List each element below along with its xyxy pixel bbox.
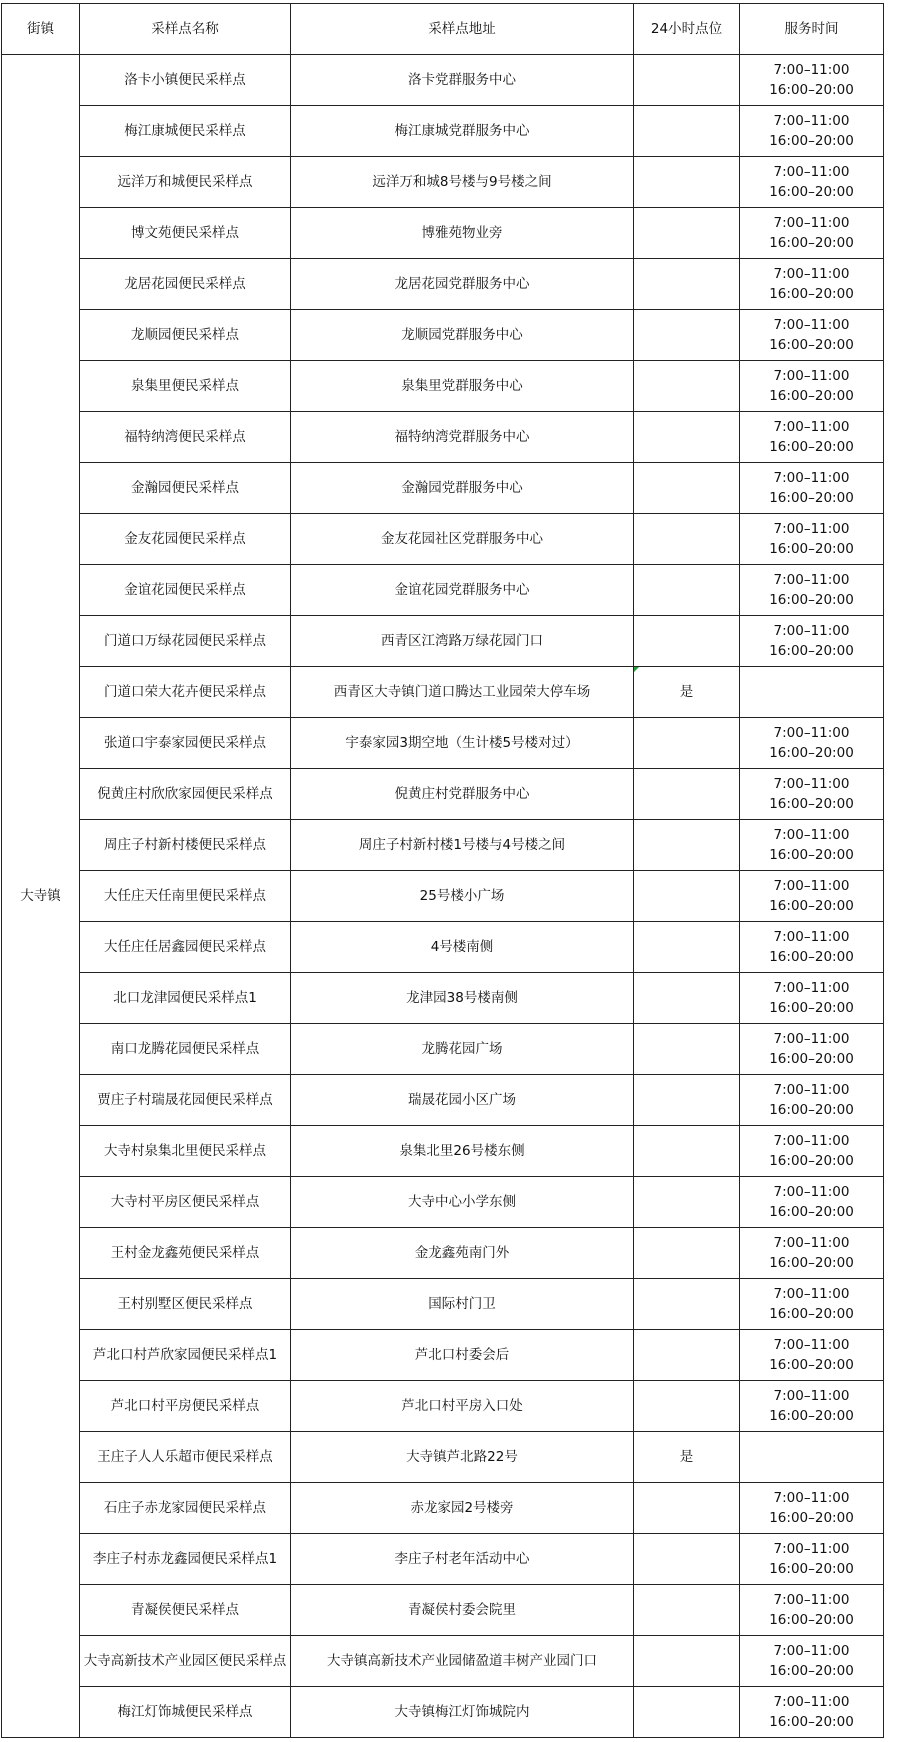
service-hours-cell <box>740 1330 884 1381</box>
site-name-cell: 远洋万和城便民采样点 <box>80 157 291 208</box>
morning-hours: 7:00–11:00 <box>773 317 850 333</box>
morning-hours: 7:00–11:00 <box>773 521 850 537</box>
h24-cell <box>634 1075 740 1126</box>
site-address-cell: 龙津园38号楼南侧 <box>291 973 634 1024</box>
site-name-cell: 梅江康城便民采样点 <box>80 106 291 157</box>
table-row <box>2 973 884 1024</box>
service-hours-cell <box>740 1024 884 1075</box>
site-address-cell: 大寺镇芦北路22号 <box>291 1432 634 1483</box>
afternoon-hours: 16:00–20:00 <box>769 1255 854 1271</box>
morning-hours: 7:00–11:00 <box>773 113 850 129</box>
afternoon-hours: 16:00–20:00 <box>769 133 854 149</box>
service-hours-cell <box>740 55 884 106</box>
h24-cell <box>634 361 740 412</box>
morning-hours: 7:00–11:00 <box>773 1082 850 1098</box>
site-address-cell: 25号楼小广场 <box>291 871 634 922</box>
table-row <box>2 871 884 922</box>
table-row <box>2 718 884 769</box>
h24-cell <box>634 718 740 769</box>
site-name-cell: 大寺村平房区便民采样点 <box>80 1177 291 1228</box>
site-name-cell: 北口龙津园便民采样点1 <box>80 973 291 1024</box>
service-hours-cell <box>740 310 884 361</box>
table-row <box>2 157 884 208</box>
site-name-cell: 门道口荣大花卉便民采样点 <box>80 667 291 718</box>
morning-hours: 7:00–11:00 <box>773 1133 850 1149</box>
table-row <box>2 514 884 565</box>
morning-hours: 7:00–11:00 <box>773 215 850 231</box>
site-address-cell: 龙腾花园广场 <box>291 1024 634 1075</box>
h24-value: 是 <box>679 684 694 700</box>
afternoon-hours: 16:00–20:00 <box>769 745 854 761</box>
site-address-cell: 4号楼南侧 <box>291 922 634 973</box>
h24-cell <box>634 565 740 616</box>
afternoon-hours: 16:00–20:00 <box>769 1561 854 1577</box>
site-address-cell: 赤龙家园2号楼旁 <box>291 1483 634 1534</box>
morning-hours: 7:00–11:00 <box>773 1541 850 1557</box>
site-name-cell: 南口龙腾花园便民采样点 <box>80 1024 291 1075</box>
h24-cell <box>634 1534 740 1585</box>
service-hours-cell <box>740 412 884 463</box>
morning-hours: 7:00–11:00 <box>773 1235 850 1251</box>
site-address-cell: 梅江康城党群服务中心 <box>291 106 634 157</box>
service-hours-cell <box>740 1483 884 1534</box>
table-row <box>2 1330 884 1381</box>
afternoon-hours: 16:00–20:00 <box>769 541 854 557</box>
table-row <box>2 1636 884 1687</box>
h24-cell <box>634 769 740 820</box>
table-row <box>2 106 884 157</box>
service-hours-cell <box>740 1432 884 1483</box>
table-row <box>2 616 884 667</box>
h24-cell <box>634 412 740 463</box>
table-row <box>2 259 884 310</box>
morning-hours: 7:00–11:00 <box>773 1031 850 1047</box>
site-address-cell: 周庄子村新村楼1号楼与4号楼之间 <box>291 820 634 871</box>
h24-cell <box>634 667 740 718</box>
afternoon-hours: 16:00–20:00 <box>769 796 854 812</box>
h24-cell <box>634 616 740 667</box>
site-name-cell: 李庄子村赤龙鑫园便民采样点1 <box>80 1534 291 1585</box>
afternoon-hours: 16:00–20:00 <box>769 388 854 404</box>
service-hours-cell <box>740 922 884 973</box>
header-service-hours: 服务时间 <box>740 4 884 55</box>
h24-cell <box>634 208 740 259</box>
afternoon-hours: 16:00–20:00 <box>769 286 854 302</box>
h24-cell <box>634 157 740 208</box>
site-address-cell: 芦北口村委会后 <box>291 1330 634 1381</box>
afternoon-hours: 16:00–20:00 <box>769 439 854 455</box>
morning-hours: 7:00–11:00 <box>773 776 850 792</box>
table-row <box>2 412 884 463</box>
site-address-cell: 远洋万和城8号楼与9号楼之间 <box>291 157 634 208</box>
service-hours-cell <box>740 514 884 565</box>
afternoon-hours: 16:00–20:00 <box>769 949 854 965</box>
h24-cell <box>634 1381 740 1432</box>
afternoon-hours: 16:00–20:00 <box>769 592 854 608</box>
site-address-cell: 泉集里党群服务中心 <box>291 361 634 412</box>
afternoon-hours: 16:00–20:00 <box>769 1153 854 1169</box>
h24-cell <box>634 1636 740 1687</box>
h24-cell <box>634 310 740 361</box>
site-address-cell: 大寺镇梅江灯饰城院内 <box>291 1687 634 1738</box>
morning-hours: 7:00–11:00 <box>773 368 850 384</box>
site-name-cell: 金友花园便民采样点 <box>80 514 291 565</box>
table-row <box>2 1585 884 1636</box>
morning-hours: 7:00–11:00 <box>773 1643 850 1659</box>
site-name-cell: 泉集里便民采样点 <box>80 361 291 412</box>
site-name-cell: 福特纳湾便民采样点 <box>80 412 291 463</box>
morning-hours: 7:00–11:00 <box>773 878 850 894</box>
site-name-cell: 金瀚园便民采样点 <box>80 463 291 514</box>
morning-hours: 7:00–11:00 <box>773 1286 850 1302</box>
h24-cell <box>634 1687 740 1738</box>
afternoon-hours: 16:00–20:00 <box>769 1306 854 1322</box>
service-hours-cell <box>740 718 884 769</box>
table-row <box>2 361 884 412</box>
table-row <box>2 1483 884 1534</box>
afternoon-hours: 16:00–20:00 <box>769 898 854 914</box>
service-hours-cell <box>740 259 884 310</box>
h24-cell <box>634 922 740 973</box>
site-name-cell: 洛卡小镇便民采样点 <box>80 55 291 106</box>
afternoon-hours: 16:00–20:00 <box>769 337 854 353</box>
service-hours-cell <box>740 1126 884 1177</box>
site-address-cell: 龙顺园党群服务中心 <box>291 310 634 361</box>
service-hours-cell <box>740 667 884 718</box>
h24-cell <box>634 1483 740 1534</box>
afternoon-hours: 16:00–20:00 <box>769 1612 854 1628</box>
site-address-cell: 金友花园社区党群服务中心 <box>291 514 634 565</box>
table-row <box>2 1024 884 1075</box>
site-address-cell: 泉集北里26号楼东侧 <box>291 1126 634 1177</box>
table-row <box>2 1432 884 1483</box>
h24-cell <box>634 106 740 157</box>
service-hours-cell <box>740 1534 884 1585</box>
h24-cell <box>634 1279 740 1330</box>
morning-hours: 7:00–11:00 <box>773 827 850 843</box>
site-address-cell: 金谊花园党群服务中心 <box>291 565 634 616</box>
h24-cell <box>634 973 740 1024</box>
site-address-cell: 洛卡党群服务中心 <box>291 55 634 106</box>
afternoon-hours: 16:00–20:00 <box>769 1408 854 1424</box>
afternoon-hours: 16:00–20:00 <box>769 643 854 659</box>
header-24h: 24小时点位 <box>634 4 740 55</box>
site-name-cell: 倪黄庄村欣欣家园便民采样点 <box>80 769 291 820</box>
morning-hours: 7:00–11:00 <box>773 470 850 486</box>
site-name-cell: 博文苑便民采样点 <box>80 208 291 259</box>
site-address-cell: 博雅苑物业旁 <box>291 208 634 259</box>
afternoon-hours: 16:00–20:00 <box>769 1204 854 1220</box>
site-address-cell: 大寺中心小学东侧 <box>291 1177 634 1228</box>
morning-hours: 7:00–11:00 <box>773 266 850 282</box>
site-name-cell: 门道口万绿花园便民采样点 <box>80 616 291 667</box>
afternoon-hours: 16:00–20:00 <box>769 235 854 251</box>
h24-cell <box>634 55 740 106</box>
service-hours-cell <box>740 157 884 208</box>
h24-cell <box>634 514 740 565</box>
site-name-cell: 王庄子人人乐超市便民采样点 <box>80 1432 291 1483</box>
site-name-cell: 龙居花园便民采样点 <box>80 259 291 310</box>
site-address-cell: 龙居花园党群服务中心 <box>291 259 634 310</box>
afternoon-hours: 16:00–20:00 <box>769 184 854 200</box>
h24-cell <box>634 1126 740 1177</box>
site-address-cell: 西青区江湾路万绿花园门口 <box>291 616 634 667</box>
table-row <box>2 1228 884 1279</box>
afternoon-hours: 16:00–20:00 <box>769 1051 854 1067</box>
afternoon-hours: 16:00–20:00 <box>769 490 854 506</box>
header-site-address: 采样点地址 <box>291 4 634 55</box>
afternoon-hours: 16:00–20:00 <box>769 82 854 98</box>
table-row <box>2 1177 884 1228</box>
service-hours-cell <box>740 1177 884 1228</box>
site-address-cell: 福特纳湾党群服务中心 <box>291 412 634 463</box>
h24-cell <box>634 1177 740 1228</box>
site-address-cell: 金瀚园党群服务中心 <box>291 463 634 514</box>
service-hours-cell <box>740 871 884 922</box>
afternoon-hours: 16:00–20:00 <box>769 1102 854 1118</box>
h24-cell <box>634 1228 740 1279</box>
service-hours-cell <box>740 1075 884 1126</box>
morning-hours: 7:00–11:00 <box>773 980 850 996</box>
header-row <box>2 4 884 55</box>
site-address-cell: 宇泰家园3期空地（生计楼5号楼对过） <box>291 718 634 769</box>
table-row <box>2 463 884 514</box>
morning-hours: 7:00–11:00 <box>773 572 850 588</box>
site-address-cell: 西青区大寺镇门道口腾达工业园荣大停车场 <box>291 667 634 718</box>
site-address-cell: 青凝侯村委会院里 <box>291 1585 634 1636</box>
h24-cell <box>634 463 740 514</box>
site-name-cell: 青凝侯便民采样点 <box>80 1585 291 1636</box>
cell-corner-marker <box>634 667 639 672</box>
service-hours-cell <box>740 1228 884 1279</box>
service-hours-cell <box>740 1687 884 1738</box>
service-hours-cell <box>740 1279 884 1330</box>
afternoon-hours: 16:00–20:00 <box>769 1714 854 1730</box>
site-name-cell: 梅江灯饰城便民采样点 <box>80 1687 291 1738</box>
service-hours-cell <box>740 973 884 1024</box>
site-name-cell: 王村别墅区便民采样点 <box>80 1279 291 1330</box>
table-row <box>2 310 884 361</box>
site-address-cell: 国际村门卫 <box>291 1279 634 1330</box>
morning-hours: 7:00–11:00 <box>773 62 850 78</box>
afternoon-hours: 16:00–20:00 <box>769 1357 854 1373</box>
morning-hours: 7:00–11:00 <box>773 419 850 435</box>
morning-hours: 7:00–11:00 <box>773 725 850 741</box>
morning-hours: 7:00–11:00 <box>773 929 850 945</box>
site-name-cell: 贾庄子村瑞晟花园便民采样点 <box>80 1075 291 1126</box>
site-name-cell: 石庄子赤龙家园便民采样点 <box>80 1483 291 1534</box>
site-address-cell: 金龙鑫苑南门外 <box>291 1228 634 1279</box>
site-name-cell: 大任庄天任南里便民采样点 <box>80 871 291 922</box>
h24-value: 是 <box>679 1449 694 1465</box>
header-site-name: 采样点名称 <box>80 4 291 55</box>
service-hours-cell <box>740 463 884 514</box>
table-row <box>2 55 884 106</box>
h24-cell <box>634 259 740 310</box>
morning-hours: 7:00–11:00 <box>773 1388 850 1404</box>
morning-hours: 7:00–11:00 <box>773 1694 850 1710</box>
table-row <box>2 820 884 871</box>
morning-hours: 7:00–11:00 <box>773 1592 850 1608</box>
service-hours-cell <box>740 1636 884 1687</box>
h24-cell <box>634 1024 740 1075</box>
site-name-cell: 芦北口村芦欣家园便民采样点1 <box>80 1330 291 1381</box>
service-hours-cell <box>740 769 884 820</box>
service-hours-cell <box>740 565 884 616</box>
table-row <box>2 1126 884 1177</box>
afternoon-hours: 16:00–20:00 <box>769 1663 854 1679</box>
morning-hours: 7:00–11:00 <box>773 1490 850 1506</box>
table-row <box>2 667 884 718</box>
table-row <box>2 1075 884 1126</box>
h24-cell <box>634 820 740 871</box>
h24-cell <box>634 1585 740 1636</box>
header-town: 街镇 <box>2 4 80 55</box>
site-address-cell: 大寺镇高新技术产业园储盈道丰树产业园门口 <box>291 1636 634 1687</box>
service-hours-cell <box>740 820 884 871</box>
service-hours-cell <box>740 361 884 412</box>
site-name-cell: 大任庄任居鑫园便民采样点 <box>80 922 291 973</box>
site-address-cell: 瑞晟花园小区广场 <box>291 1075 634 1126</box>
afternoon-hours: 16:00–20:00 <box>769 1510 854 1526</box>
h24-cell <box>634 1330 740 1381</box>
table-row <box>2 1279 884 1330</box>
site-name-cell: 金谊花园便民采样点 <box>80 565 291 616</box>
site-name-cell: 周庄子村新村楼便民采样点 <box>80 820 291 871</box>
site-address-cell: 倪黄庄村党群服务中心 <box>291 769 634 820</box>
sampling-sites-table <box>1 3 884 1738</box>
service-hours-cell <box>740 208 884 259</box>
table-row <box>2 1534 884 1585</box>
morning-hours: 7:00–11:00 <box>773 1337 850 1353</box>
h24-cell <box>634 871 740 922</box>
service-hours-cell <box>740 1585 884 1636</box>
morning-hours: 7:00–11:00 <box>773 164 850 180</box>
service-hours-cell <box>740 616 884 667</box>
afternoon-hours: 16:00–20:00 <box>769 1000 854 1016</box>
site-name-cell: 王村金龙鑫苑便民采样点 <box>80 1228 291 1279</box>
service-hours-cell <box>740 106 884 157</box>
h24-cell <box>634 1432 740 1483</box>
table-row <box>2 208 884 259</box>
service-hours-cell <box>740 1381 884 1432</box>
morning-hours: 7:00–11:00 <box>773 623 850 639</box>
town-cell: 大寺镇 <box>2 55 80 1738</box>
table-row <box>2 922 884 973</box>
table-row <box>2 1381 884 1432</box>
site-name-cell: 龙顺园便民采样点 <box>80 310 291 361</box>
table-row <box>2 565 884 616</box>
afternoon-hours: 16:00–20:00 <box>769 847 854 863</box>
site-name-cell: 芦北口村平房便民采样点 <box>80 1381 291 1432</box>
table-row <box>2 769 884 820</box>
site-address-cell: 李庄子村老年活动中心 <box>291 1534 634 1585</box>
site-name-cell: 张道口宇泰家园便民采样点 <box>80 718 291 769</box>
site-name-cell: 大寺高新技术产业园区便民采样点 <box>80 1636 291 1687</box>
morning-hours: 7:00–11:00 <box>773 1184 850 1200</box>
site-name-cell: 大寺村泉集北里便民采样点 <box>80 1126 291 1177</box>
site-address-cell: 芦北口村平房入口处 <box>291 1381 634 1432</box>
table-row <box>2 1687 884 1738</box>
